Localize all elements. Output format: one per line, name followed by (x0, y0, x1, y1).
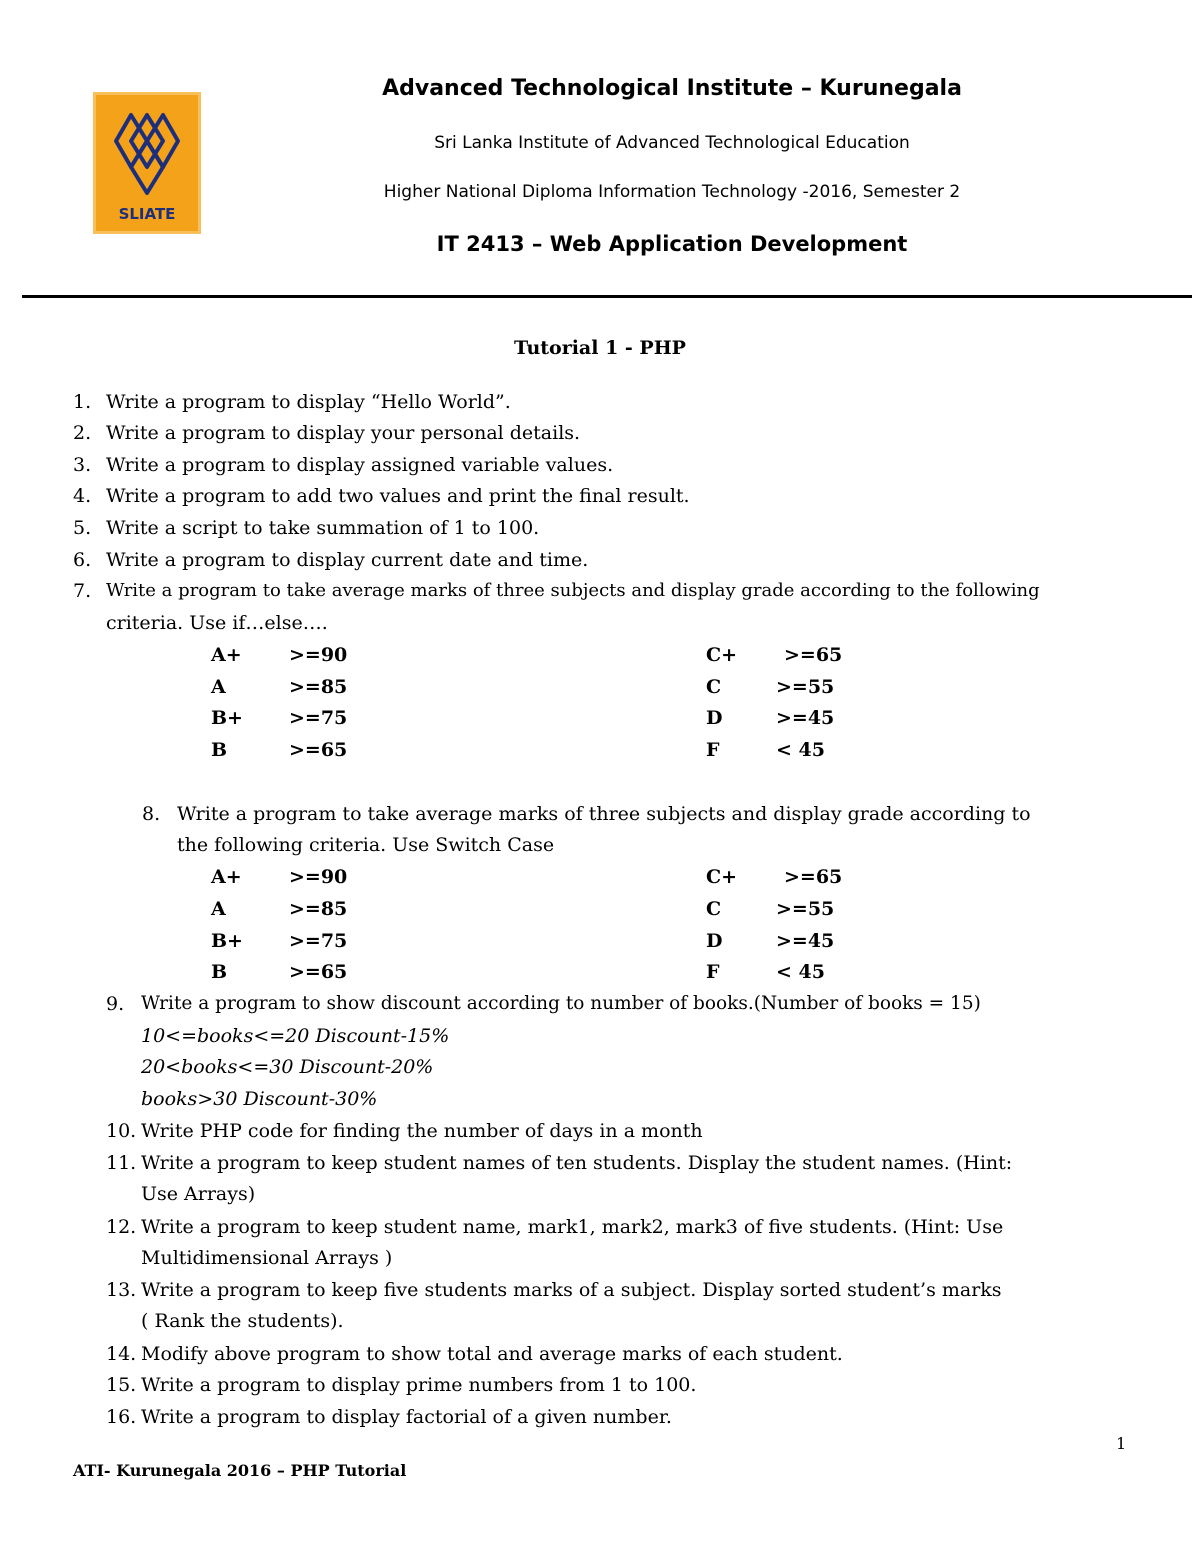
tutorial-title: Tutorial 1 - PHP (514, 337, 686, 359)
grade-condition: >=65 (289, 739, 348, 761)
grade-label: C+ (706, 866, 738, 888)
grade-condition: >=55 (776, 676, 835, 698)
question-text: ( Rank the students). (141, 1310, 344, 1332)
grade-label: B (211, 739, 228, 761)
grade-label: D (706, 930, 723, 952)
question-text: Write a program to display your personal details. (106, 422, 581, 444)
question-number: 6. (73, 549, 92, 571)
discount-rule: books>30 Discount-30% (141, 1088, 378, 1110)
parent-org: Sri Lanka Institute of Advanced Technological Education (434, 133, 910, 153)
question-number: 2. (73, 422, 92, 444)
discount-rule: 20<books<=30 Discount-20% (141, 1056, 434, 1078)
question-number: 10. (106, 1120, 137, 1142)
grade-label: F (706, 961, 720, 983)
question-text: Write a script to take summation of 1 to 100. (106, 517, 540, 539)
grade-label: C+ (706, 644, 738, 666)
grade-condition: >=55 (776, 898, 835, 920)
logo-text: SLIATE (118, 205, 176, 223)
grade-label: D (706, 707, 723, 729)
question-number: 14. (106, 1343, 137, 1365)
grade-label: C (706, 676, 722, 698)
grade-label: B (211, 961, 228, 983)
grade-label: F (706, 739, 720, 761)
grade-condition: >=75 (289, 707, 348, 729)
question-number: 13. (106, 1279, 137, 1301)
grade-condition: >=75 (289, 930, 348, 952)
grade-condition: >=90 (289, 866, 348, 888)
question-text: Write PHP code for finding the number of days in a month (141, 1120, 703, 1142)
question-number: 7. (73, 580, 92, 602)
question-text: Write a program to take average marks of three subjects and display grade according to (177, 803, 1031, 825)
question-text: Write a program to keep student names of ten students. Display the student names. (Hint: (141, 1152, 1013, 1174)
question-number: 9. (106, 993, 125, 1015)
question-text: Write a program to display current date and time. (106, 549, 589, 571)
question-number: 3. (73, 454, 92, 476)
grade-label: C (706, 898, 722, 920)
grade-label: A+ (211, 866, 242, 888)
question-text: Write a program to display factorial of a given number. (141, 1406, 672, 1428)
question-text: Write a program to keep student name, mark1, mark2, mark3 of five students. (Hint: Use (141, 1216, 1004, 1238)
grade-condition: >=85 (289, 676, 348, 698)
question-number: 4. (73, 485, 92, 507)
question-number: 5. (73, 517, 92, 539)
question-number: 15. (106, 1374, 137, 1396)
sliate-emblem-icon (96, 95, 198, 231)
grade-condition: < 45 (776, 739, 825, 761)
question-text: Write a program to show discount according to number of books.(Number of books = 15) (141, 993, 981, 1014)
grade-label: A (211, 676, 226, 698)
question-text: Write a program to display “Hello World”. (106, 391, 511, 413)
course-title: IT 2413 – Web Application Development (436, 232, 908, 256)
grade-condition: >=65 (784, 866, 843, 888)
program-name: Higher National Diploma Information Technology -2016, Semester 2 (383, 182, 961, 202)
question-text: Use Arrays) (141, 1183, 256, 1205)
grade-condition: >=45 (776, 930, 835, 952)
grade-label: B+ (211, 707, 243, 729)
question-text: Write a program to keep five students marks of a subject. Display sorted student’s marks (141, 1279, 1002, 1301)
question-number: 12. (106, 1216, 137, 1238)
grade-condition: < 45 (776, 961, 825, 983)
grade-label: B+ (211, 930, 243, 952)
institute-name: Advanced Technological Institute – Kurunegala (382, 76, 962, 101)
sliate-logo (93, 92, 201, 234)
question-text: Write a program to take average marks of three subjects and display grade according to the following (106, 580, 1040, 601)
grade-label: A (211, 898, 226, 920)
question-text: criteria. Use if…else…. (106, 612, 328, 634)
question-number: 11. (106, 1152, 137, 1174)
question-text: Write a program to add two values and print the final result. (106, 485, 690, 507)
discount-rule: 10<=books<=20 Discount-15% (141, 1025, 450, 1047)
question-text: the following criteria. Use Switch Case (177, 834, 555, 856)
header-divider (22, 295, 1192, 298)
question-text: Multidimensional Arrays ) (141, 1247, 393, 1269)
question-number: 1. (73, 391, 92, 413)
grade-label: A+ (211, 644, 242, 666)
question-text: Write a program to display assigned variable values. (106, 454, 614, 476)
question-number: 16. (106, 1406, 137, 1428)
grade-condition: >=65 (784, 644, 843, 666)
question-text: Modify above program to show total and average marks of each student. (141, 1343, 843, 1365)
grade-condition: >=90 (289, 644, 348, 666)
grade-condition: >=65 (289, 961, 348, 983)
grade-condition: >=45 (776, 707, 835, 729)
grade-condition: >=85 (289, 898, 348, 920)
question-number: 8. (142, 803, 161, 825)
page-number: 1 (1116, 1434, 1127, 1453)
page-footer: ATI- Kurunegala 2016 – PHP Tutorial (73, 1461, 407, 1480)
question-text: Write a program to display prime numbers from 1 to 100. (141, 1374, 697, 1396)
